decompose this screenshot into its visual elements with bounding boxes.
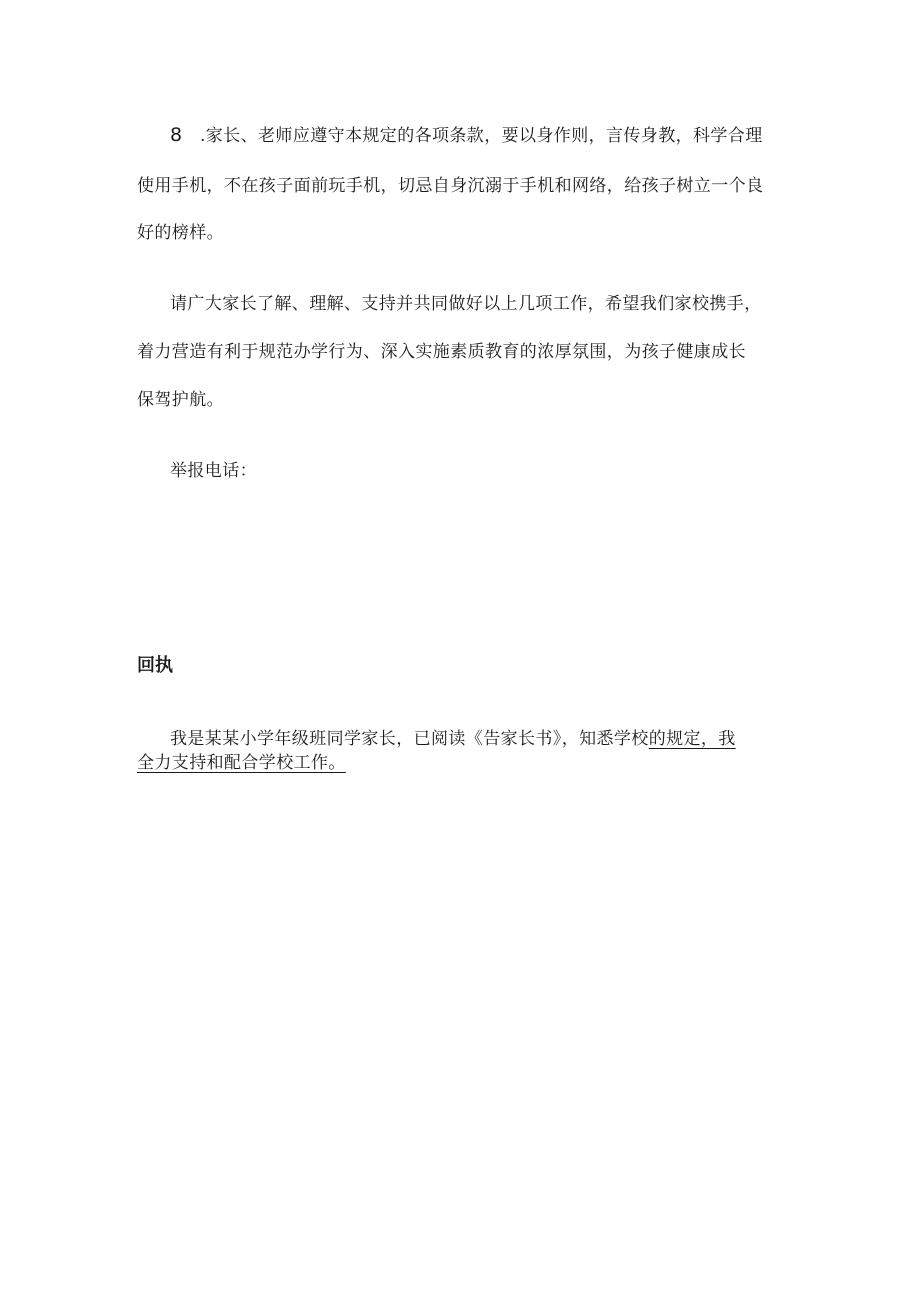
receipt-line1: [170, 728, 736, 750]
appeal-line3: 保驾护航。: [137, 390, 224, 410]
item8-line1: [170, 124, 763, 147]
receipt-text-underlined-2: 全力支持和配合学校工作。: [137, 753, 346, 773]
item8-text-1: .家长、老师应遵守本规定的各项条款，要以身作则，言传身教，科学合理: [200, 126, 763, 146]
appeal-line1: 请广大家长了解、理解、支持并共同做好以上几项工作，希望我们家校携手，: [170, 294, 762, 314]
item8-line2: 使用手机，不在孩子面前玩手机，切忌自身沉溺于手机和网络，给孩子树立一个良: [137, 176, 764, 196]
item-number: 8: [170, 124, 183, 146]
appeal-line2: 着力营造有利于规范办学行为、深入实施素质教育的浓厚氛围，为孩子健康成长: [137, 342, 746, 362]
receipt-text-plain: 我是某某小学年级班同学家长，已阅读《告家长书》，知悉学校: [170, 729, 649, 749]
receipt-title: 回执: [137, 655, 173, 676]
receipt-text-underlined: 的规定，我: [648, 729, 736, 749]
hotline-label: 举报电话：: [170, 461, 257, 481]
receipt-line2: [137, 752, 346, 774]
item8-line3: 好的榜样。: [137, 223, 224, 243]
